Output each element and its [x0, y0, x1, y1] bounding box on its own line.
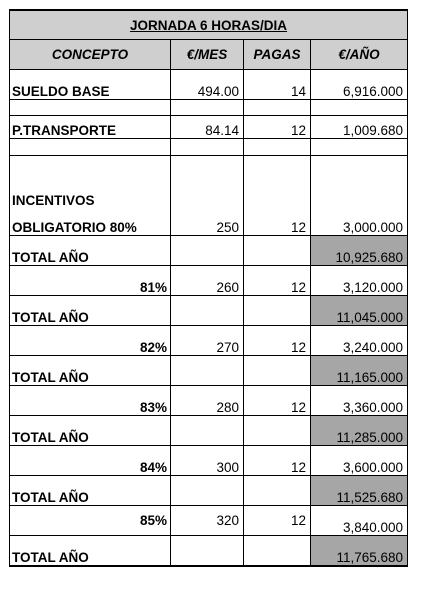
- tier-pagas: 12: [244, 266, 311, 296]
- salary-table-sheet: [9, 9, 407, 567]
- tier-row: [10, 266, 408, 296]
- total-row: [10, 296, 408, 326]
- tier-anual: 3,240.000: [311, 326, 408, 356]
- total-label: TOTAL AÑO: [10, 296, 171, 326]
- tier-row: [10, 386, 408, 416]
- spacer-row: [10, 100, 408, 116]
- total-row: [10, 536, 408, 566]
- tier-row: [10, 506, 408, 536]
- total-value: 11,285.000: [311, 416, 408, 446]
- tier-pct: 85%: [10, 506, 171, 536]
- header-mes: €/MES: [171, 40, 244, 70]
- tier-mes: 280: [171, 386, 244, 416]
- total-row: [10, 356, 408, 386]
- total-label: TOTAL AÑO: [10, 416, 171, 446]
- incentivos-anual: 3,000.000: [311, 208, 408, 236]
- total-value: 11,765.680: [311, 536, 408, 566]
- header-pagas: PAGAS: [244, 40, 311, 70]
- tier-pagas: 12: [244, 386, 311, 416]
- table-title: JORNADA 6 HORAS/DIA: [10, 10, 408, 40]
- tier-pct: 81%: [10, 266, 171, 296]
- total-value: 11,045.000: [311, 296, 408, 326]
- incentivos-row: [10, 208, 408, 236]
- incentivos-sublabel: OBLIGATORIO 80%: [10, 208, 171, 236]
- salary-table: [9, 9, 408, 567]
- tier-pagas: 12: [244, 506, 311, 536]
- total-label: TOTAL AÑO: [10, 356, 171, 386]
- incentivos-label: INCENTIVOS: [10, 156, 171, 208]
- total-value: 10,925.680: [311, 236, 408, 266]
- tier-mes: 270: [171, 326, 244, 356]
- incentivos-pagas: 12: [244, 208, 311, 236]
- tier-pct: 83%: [10, 386, 171, 416]
- tier-mes: 300: [171, 446, 244, 476]
- tier-anual: 3,600.000: [311, 446, 408, 476]
- header-concepto: CONCEPTO: [10, 40, 171, 70]
- total-value: 11,525.680: [311, 476, 408, 506]
- total-row: [10, 236, 408, 266]
- sueldo-base-mes: 494.00: [171, 70, 244, 100]
- incentivos-label-row: [10, 156, 408, 208]
- transporte-anual: 1,009.680: [311, 116, 408, 139]
- transporte-row: [10, 116, 408, 139]
- tier-pct: 82%: [10, 326, 171, 356]
- tier-row: [10, 326, 408, 356]
- total-value: 11,165.000: [311, 356, 408, 386]
- sueldo-base-row: [10, 70, 408, 100]
- transporte-pagas: 12: [244, 116, 311, 139]
- total-row: [10, 476, 408, 506]
- total-label: TOTAL AÑO: [10, 536, 171, 566]
- tier-mes: 320: [171, 506, 244, 536]
- tier-anual: 3,360.000: [311, 386, 408, 416]
- tier-mes: 260: [171, 266, 244, 296]
- total-row: [10, 416, 408, 446]
- total-label: TOTAL AÑO: [10, 236, 171, 266]
- spacer-row: [10, 139, 408, 156]
- incentivos-mes: 250: [171, 208, 244, 236]
- tier-anual: 3,120.000: [311, 266, 408, 296]
- total-label: TOTAL AÑO: [10, 476, 171, 506]
- transporte-mes: 84.14: [171, 116, 244, 139]
- sueldo-base-anual: 6,916.000: [311, 70, 408, 100]
- title-row: [10, 10, 408, 40]
- sueldo-base-pagas: 14: [244, 70, 311, 100]
- tier-row: [10, 446, 408, 476]
- header-row: [10, 40, 408, 70]
- tier-pagas: 12: [244, 326, 311, 356]
- header-anual: €/AÑO: [311, 40, 408, 70]
- tier-pct: 84%: [10, 446, 171, 476]
- tier-anual: 3,840.000: [311, 506, 408, 536]
- tier-pagas: 12: [244, 446, 311, 476]
- sueldo-base-label: SUELDO BASE: [10, 70, 171, 100]
- transporte-label: P.TRANSPORTE: [10, 116, 171, 139]
